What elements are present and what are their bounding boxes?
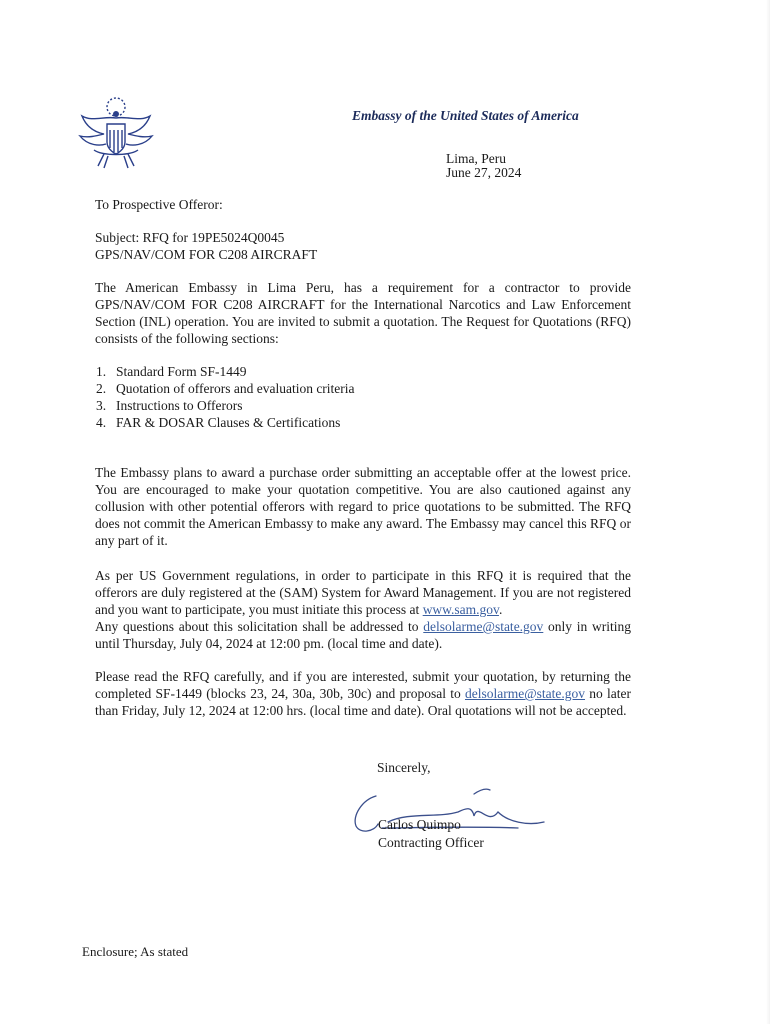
signer-title: Contracting Officer <box>378 835 484 850</box>
list-item: 2. Quotation of offerors and evaluation criteria <box>96 381 355 396</box>
list-item: 1. Standard Form SF-1449 <box>96 364 247 379</box>
signature-icon <box>348 782 548 842</box>
letter-date: June 27, 2024 <box>446 165 522 180</box>
scan-edge <box>766 0 770 1024</box>
letter-place-date <box>446 152 521 180</box>
enclosure-note: Enclosure; As stated <box>82 944 189 959</box>
paragraph-registration: As per US Government regulations, in order to participate in this RFQ it is required that the offerors are duly registered at the (SAM) System for Award Management. If you are not registered and you want to participate, you must initiate this process at www.sam.gov. Any questions about this solicitation shall be addressed to delsolarme@state.gov only in writing until Thursday, July 04, 2024 at 12:00 pm. (local time and date). <box>95 568 631 651</box>
list-item: 3. Instructions to Offerors <box>96 398 243 413</box>
subject-line-2: GPS/NAV/COM FOR C208 AIRCRAFT <box>95 247 318 262</box>
subject <box>95 229 317 263</box>
rfq-sections-list <box>96 363 355 431</box>
closing: Sincerely, <box>377 760 431 775</box>
paragraph-submission: Please read the RFQ carefully, and if you are interested, submit your quotation, by returning the completed SF-1449 (blocks 23, 24, 30a, 30b, 30c) and proposal to delsolarme@state.gov no later than Friday, July 12, 2024 at 12:00 hrs. (local time and date). Oral quotations will not be accepted. <box>95 669 632 718</box>
signer-name: Carlos Quimpo <box>378 817 461 832</box>
sam-link[interactable]: www.sam.gov <box>422 602 499 617</box>
list-item: 4. FAR & DOSAR Clauses & Certifications <box>96 415 341 430</box>
embassy-name: Embassy of the United States of America <box>352 108 579 123</box>
email-link[interactable]: delsolarme@state.gov <box>464 686 586 701</box>
paragraph-intro: The American Embassy in Lima Peru, has a requirement for a contractor to provide GPS/NAV/COM FOR C208 AIRCRAFT for the International Narcotics and Law Enforcement Section (INL) operation. You are invited to submit a quotation. The Request for Quotations (RFQ) consists of the following sections: <box>95 280 631 346</box>
email-link[interactable]: delsolarme@state.gov <box>423 619 544 634</box>
subject-line-1: Subject: RFQ for 19PE5024Q0045 <box>95 230 285 245</box>
paragraph-award: The Embassy plans to award a purchase order submitting an acceptable offer at the lowest price. You are encouraged to make your quotation competitive. You are also cautioned against any collusion with other potential offerors with regard to price quotations to be submitted. The RFQ does not commit the American Embassy to make any award. The Embassy may cancel this RFQ or any part of it. <box>95 465 631 548</box>
embassy-seal-icon <box>74 92 158 174</box>
greeting: To Prospective Offeror: <box>95 197 223 212</box>
city: Lima, Peru <box>446 151 506 166</box>
